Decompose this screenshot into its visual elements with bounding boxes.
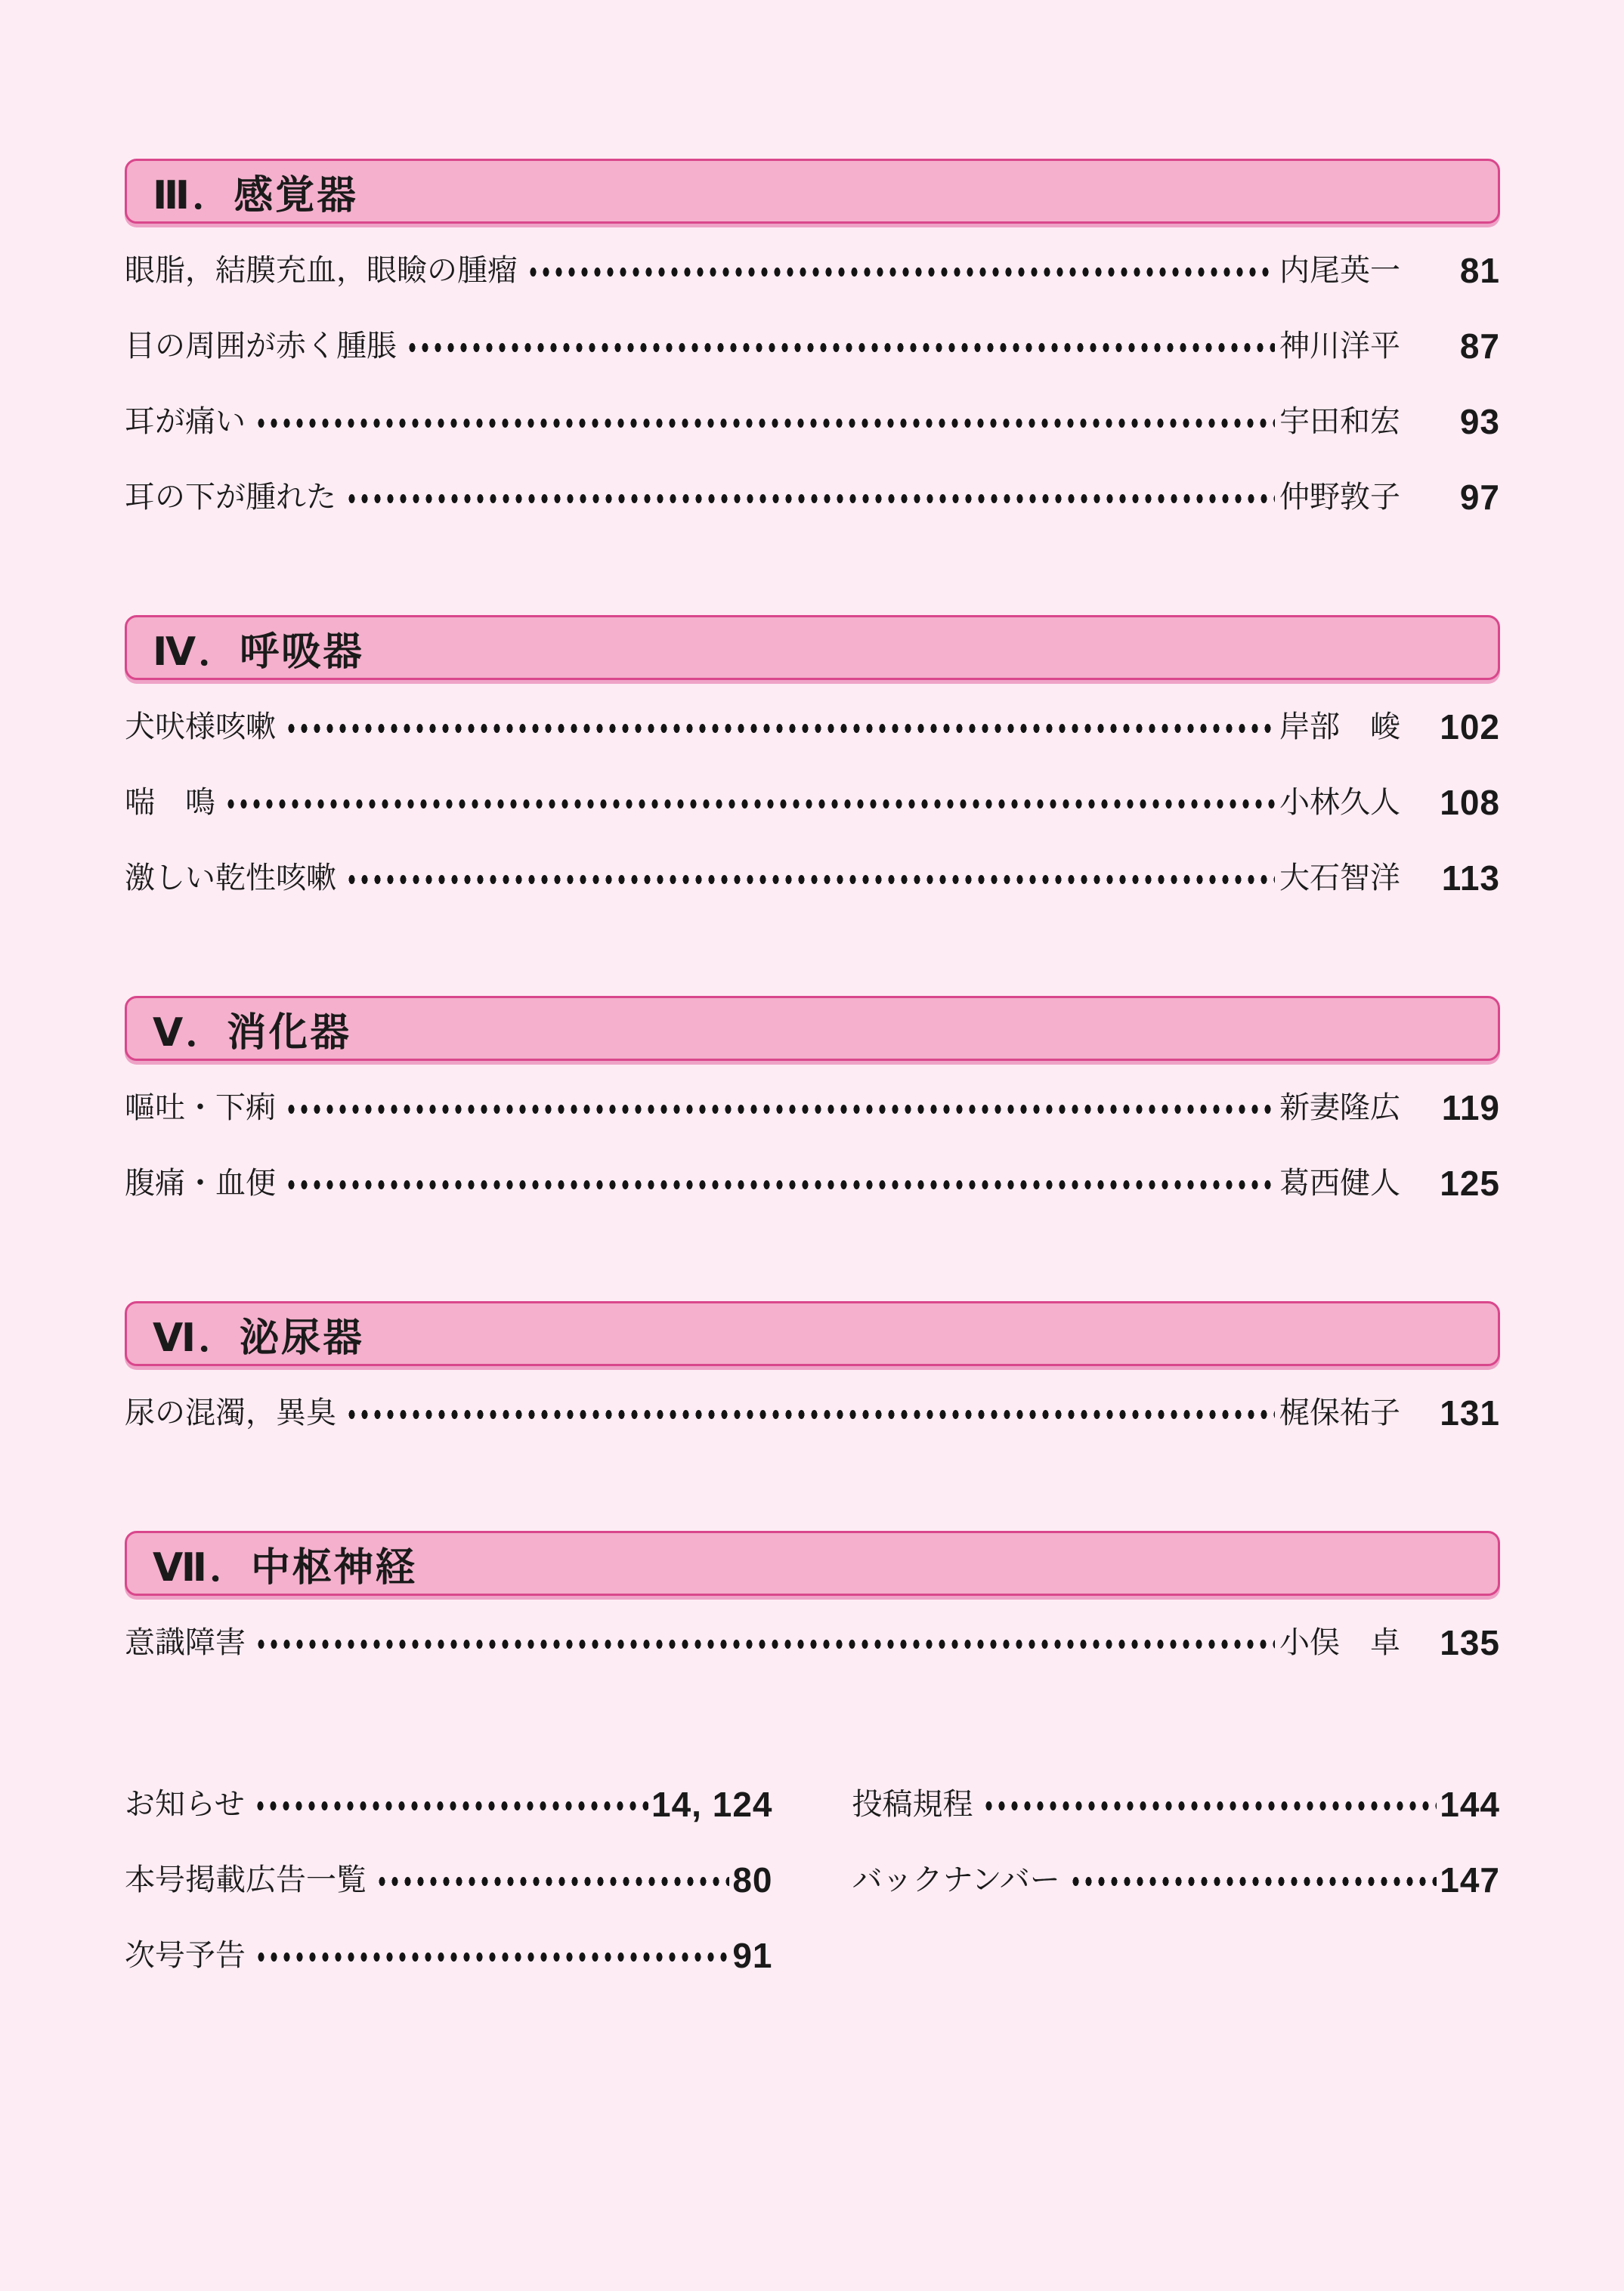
entry-page-number: 119 xyxy=(1441,1088,1500,1127)
entry-author: 岸部 峻 xyxy=(1279,710,1400,744)
dot-leader xyxy=(285,1104,1275,1115)
toc-section xyxy=(125,996,1500,1203)
entry-page-number: 102 xyxy=(1440,707,1500,747)
dot-leader xyxy=(345,874,1275,885)
dot-leader xyxy=(982,1801,1437,1811)
toc-section xyxy=(125,615,1500,898)
footer-block xyxy=(125,1785,1500,2014)
dot-leader xyxy=(1069,1876,1437,1887)
dot-leader xyxy=(255,418,1275,428)
entry-author: 大石智洋 xyxy=(1279,861,1400,895)
entry-title: 腹痛・血便 xyxy=(125,1167,276,1200)
entry-author: 小林久人 xyxy=(1279,786,1400,819)
dot-leader xyxy=(224,799,1275,809)
entry-author: 小俣 卓 xyxy=(1279,1626,1400,1659)
footer-right-column xyxy=(852,1785,1501,2014)
entry-page-number: 125 xyxy=(1440,1164,1500,1203)
footer-page-number: 91 xyxy=(732,1936,773,1975)
entry-author: 内尾英一 xyxy=(1279,254,1400,287)
entry-page-number: 97 xyxy=(1459,478,1500,517)
entry-title: 嘔吐・下痢 xyxy=(125,1091,276,1124)
entry-title: 激しい乾性咳嗽 xyxy=(125,861,336,895)
entry-author: 仲野敦子 xyxy=(1279,481,1400,514)
dot-leader xyxy=(527,267,1275,277)
toc-entry xyxy=(125,707,1500,747)
toc-entry xyxy=(125,251,1500,290)
entry-author: 神川洋平 xyxy=(1279,329,1400,363)
entry-page-number: 135 xyxy=(1440,1623,1500,1662)
entry-author: 宇田和宏 xyxy=(1279,405,1400,438)
toc-entry xyxy=(125,783,1500,822)
toc-entry xyxy=(125,1088,1500,1127)
toc-entry xyxy=(125,326,1500,366)
dot-leader xyxy=(406,342,1275,353)
entry-page-number: 131 xyxy=(1440,1393,1500,1433)
entry-page-number: 108 xyxy=(1440,783,1500,822)
dot-leader xyxy=(285,723,1275,734)
toc-entry xyxy=(125,1164,1500,1203)
entry-author: 新妻隆広 xyxy=(1279,1091,1400,1124)
dot-leader xyxy=(345,493,1275,504)
entry-page-number: 87 xyxy=(1459,326,1500,366)
section-header-bar xyxy=(125,159,1500,224)
entry-title: 尿の混濁，異臭 xyxy=(125,1396,336,1430)
footer-item xyxy=(125,1785,773,1824)
dot-leader xyxy=(255,1952,729,1962)
entry-title: 目の周囲が赤く腫脹 xyxy=(125,329,397,363)
toc-entry xyxy=(125,478,1500,517)
entry-title: 犬吠様咳嗽 xyxy=(125,710,276,744)
entry-page-number: 81 xyxy=(1459,251,1500,290)
toc-section xyxy=(125,159,1500,517)
section-header-bar xyxy=(125,615,1500,680)
section-header-bar xyxy=(125,1531,1500,1596)
section-title: Ⅶ．中枢神経 xyxy=(153,1545,418,1590)
dot-leader xyxy=(376,1876,729,1887)
entry-title: 耳が痛い xyxy=(125,405,246,438)
footer-item xyxy=(125,1936,773,1975)
entry-title: 意識障害 xyxy=(125,1626,246,1659)
footer-item xyxy=(125,1860,773,1900)
footer-left-column xyxy=(125,1785,773,2014)
section-header-bar xyxy=(125,1301,1500,1366)
toc-section xyxy=(125,1531,1500,1662)
dot-leader xyxy=(285,1180,1275,1190)
footer-page-number: 147 xyxy=(1440,1860,1500,1900)
footer-page-number: 14, 124 xyxy=(651,1785,773,1824)
section-header-bar xyxy=(125,996,1500,1061)
entry-title: 眼脂，結膜充血，眼瞼の腫瘤 xyxy=(125,254,518,287)
toc-entry xyxy=(125,1623,1500,1662)
section-title: Ⅳ．呼吸器 xyxy=(153,629,365,674)
footer-label: 投稿規程 xyxy=(852,1788,973,1821)
section-title: Ⅴ．消化器 xyxy=(153,1010,352,1055)
footer-label: バックナンバー xyxy=(852,1863,1060,1897)
section-title: Ⅵ．泌尿器 xyxy=(153,1316,365,1360)
footer-item xyxy=(852,1785,1501,1824)
footer-label: 本号掲載広告一覧 xyxy=(125,1863,367,1897)
toc-entry xyxy=(125,858,1500,898)
entry-page-number: 93 xyxy=(1459,402,1500,441)
footer-item xyxy=(852,1860,1501,1900)
dot-leader xyxy=(345,1409,1275,1420)
entry-author: 梶保祐子 xyxy=(1279,1396,1400,1430)
footer-label: お知らせ xyxy=(125,1788,245,1821)
dot-leader xyxy=(255,1639,1275,1649)
toc-entry xyxy=(125,402,1500,441)
section-title: Ⅲ．感覚器 xyxy=(153,173,359,218)
entry-author: 葛西健人 xyxy=(1279,1167,1400,1200)
entry-page-number: 113 xyxy=(1441,858,1500,898)
footer-page-number: 144 xyxy=(1440,1785,1500,1824)
toc-section xyxy=(125,1301,1500,1433)
footer-label: 次号予告 xyxy=(125,1939,246,1972)
toc-entry xyxy=(125,1393,1500,1433)
dot-leader xyxy=(254,1801,648,1811)
entry-title: 耳の下が腫れた xyxy=(125,481,336,514)
entry-title: 喘 鳴 xyxy=(125,786,215,819)
footer-page-number: 80 xyxy=(732,1860,773,1900)
